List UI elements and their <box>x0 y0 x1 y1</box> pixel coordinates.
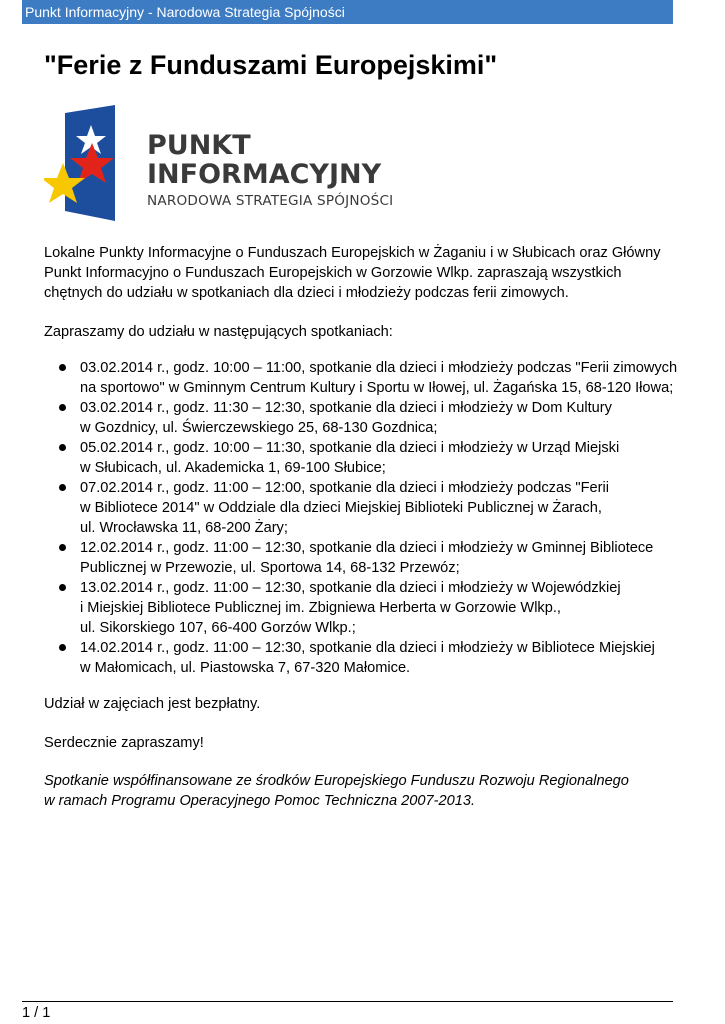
invite-paragraph: Zapraszamy do udziału w następujących spotkaniach: <box>44 324 393 340</box>
event-item <box>44 438 684 478</box>
site-header-bar <box>22 0 673 24</box>
page-number: 1 / 1 <box>22 1005 51 1021</box>
article-title: "Ferie z Funduszami Europejskimi" <box>44 50 498 80</box>
event-line: ul. Sikorskiego 107, 66-400 Gorzów Wlkp.; <box>80 620 356 636</box>
logo-line-punkt: PUNKT <box>147 130 251 161</box>
logo-line-informacyjny: INFORMACYJNY <box>147 159 382 190</box>
event-line: 12.02.2014 r., godz. 11:00 – 12:30, spotkanie dla dzieci i młodzieży w Gminnej Bibliotece <box>80 540 654 556</box>
bullet-icon <box>59 404 66 411</box>
event-item <box>44 398 684 438</box>
event-line: Publicznej w Przewozie, ul. Sportowa 14, 68-132 Przewóz; <box>80 560 460 576</box>
intro-line: chętnych do udziału w spotkaniach dla dzieci i młodzieży podczas ferii zimowych. <box>44 285 569 301</box>
event-item <box>44 358 684 398</box>
logo-line-strategia: NARODOWA STRATEGIA SPÓJNOŚCI <box>147 193 394 209</box>
event-item <box>44 538 684 578</box>
cofinancing-line: w ramach Programu Operacyjnego Pomoc Techniczna 2007-2013. <box>44 793 476 809</box>
event-line: 14.02.2014 r., godz. 11:00 – 12:30, spotkanie dla dzieci i młodzieży w Bibliotece Miejskiej <box>80 640 655 656</box>
intro-line: Punkt Informacyjno o Funduszach Europejskich w Gorzowie Wlkp. zapraszają wszystkich <box>44 265 622 281</box>
event-line: 07.02.2014 r., godz. 11:00 – 12:00, spotkanie dla dzieci i młodzieży podczas "Ferii <box>80 480 609 496</box>
event-line: w Bibliotece 2014" w Oddziale dla dzieci Miejskiej Biblioteki Publicznej w Żarach, <box>80 500 602 516</box>
bullet-icon <box>59 484 66 491</box>
free-participation-note: Udział w zajęciach jest bezpłatny. <box>44 696 261 712</box>
punkt-informacyjny-logo <box>44 103 414 223</box>
footer-divider <box>22 1001 673 1002</box>
event-line: ul. Wrocławska 11, 68-200 Żary; <box>80 520 288 536</box>
event-line: na sportowo" w Gminnym Centrum Kultury i Sportu w Iłowej, ul. Żagańska 15, 68-120 Iłowa; <box>80 380 674 396</box>
bullet-icon <box>59 444 66 451</box>
event-line: 03.02.2014 r., godz. 11:30 – 12:30, spotkanie dla dzieci i młodzieży w Dom Kultury <box>80 400 612 416</box>
cofinancing-line: Spotkanie współfinansowane ze środków Europejskiego Funduszu Rozwoju Regionalnego <box>44 773 629 789</box>
eu-flag-stars-icon <box>44 103 144 223</box>
cofinancing-note <box>44 771 684 811</box>
event-line: 13.02.2014 r., godz. 11:00 – 12:30, spotkanie dla dzieci i młodzieży w Wojewódzkiej <box>80 580 621 596</box>
intro-paragraph <box>44 243 684 303</box>
event-line: w Gozdnicy, ul. Świerczewskiego 25, 68-130 Gozdnica; <box>80 420 438 436</box>
closing-greeting: Serdecznie zapraszamy! <box>44 735 204 751</box>
event-item <box>44 578 684 638</box>
event-line: 03.02.2014 r., godz. 10:00 – 11:00, spotkanie dla dzieci i młodzieży podczas "Ferii zimowych <box>80 360 678 376</box>
bullet-icon <box>59 544 66 551</box>
event-line: 05.02.2014 r., godz. 10:00 – 11:30, spotkanie dla dzieci i młodzieży w Urząd Miejski <box>80 440 620 456</box>
event-item <box>44 638 684 678</box>
bullet-icon <box>59 584 66 591</box>
bullet-icon <box>59 644 66 651</box>
event-line: i Miejskiej Bibliotece Publicznej im. Zbigniewa Herberta w Gorzowie Wlkp., <box>80 600 561 616</box>
bullet-icon <box>59 364 66 371</box>
intro-line: Lokalne Punkty Informacyjne o Funduszach Europejskich w Żaganiu i w Słubicach oraz Główny <box>44 245 661 261</box>
event-line: w Słubicach, ul. Akademicka 1, 69-100 Słubice; <box>80 460 386 476</box>
article-body <box>44 243 684 811</box>
event-item <box>44 478 684 538</box>
event-line: w Małomicach, ul. Piastowska 7, 67-320 Małomice. <box>80 660 411 676</box>
site-title: Punkt Informacyjny - Narodowa Strategia Spójności <box>25 4 345 20</box>
events-list <box>44 358 684 678</box>
logo-wordmark <box>147 131 393 211</box>
